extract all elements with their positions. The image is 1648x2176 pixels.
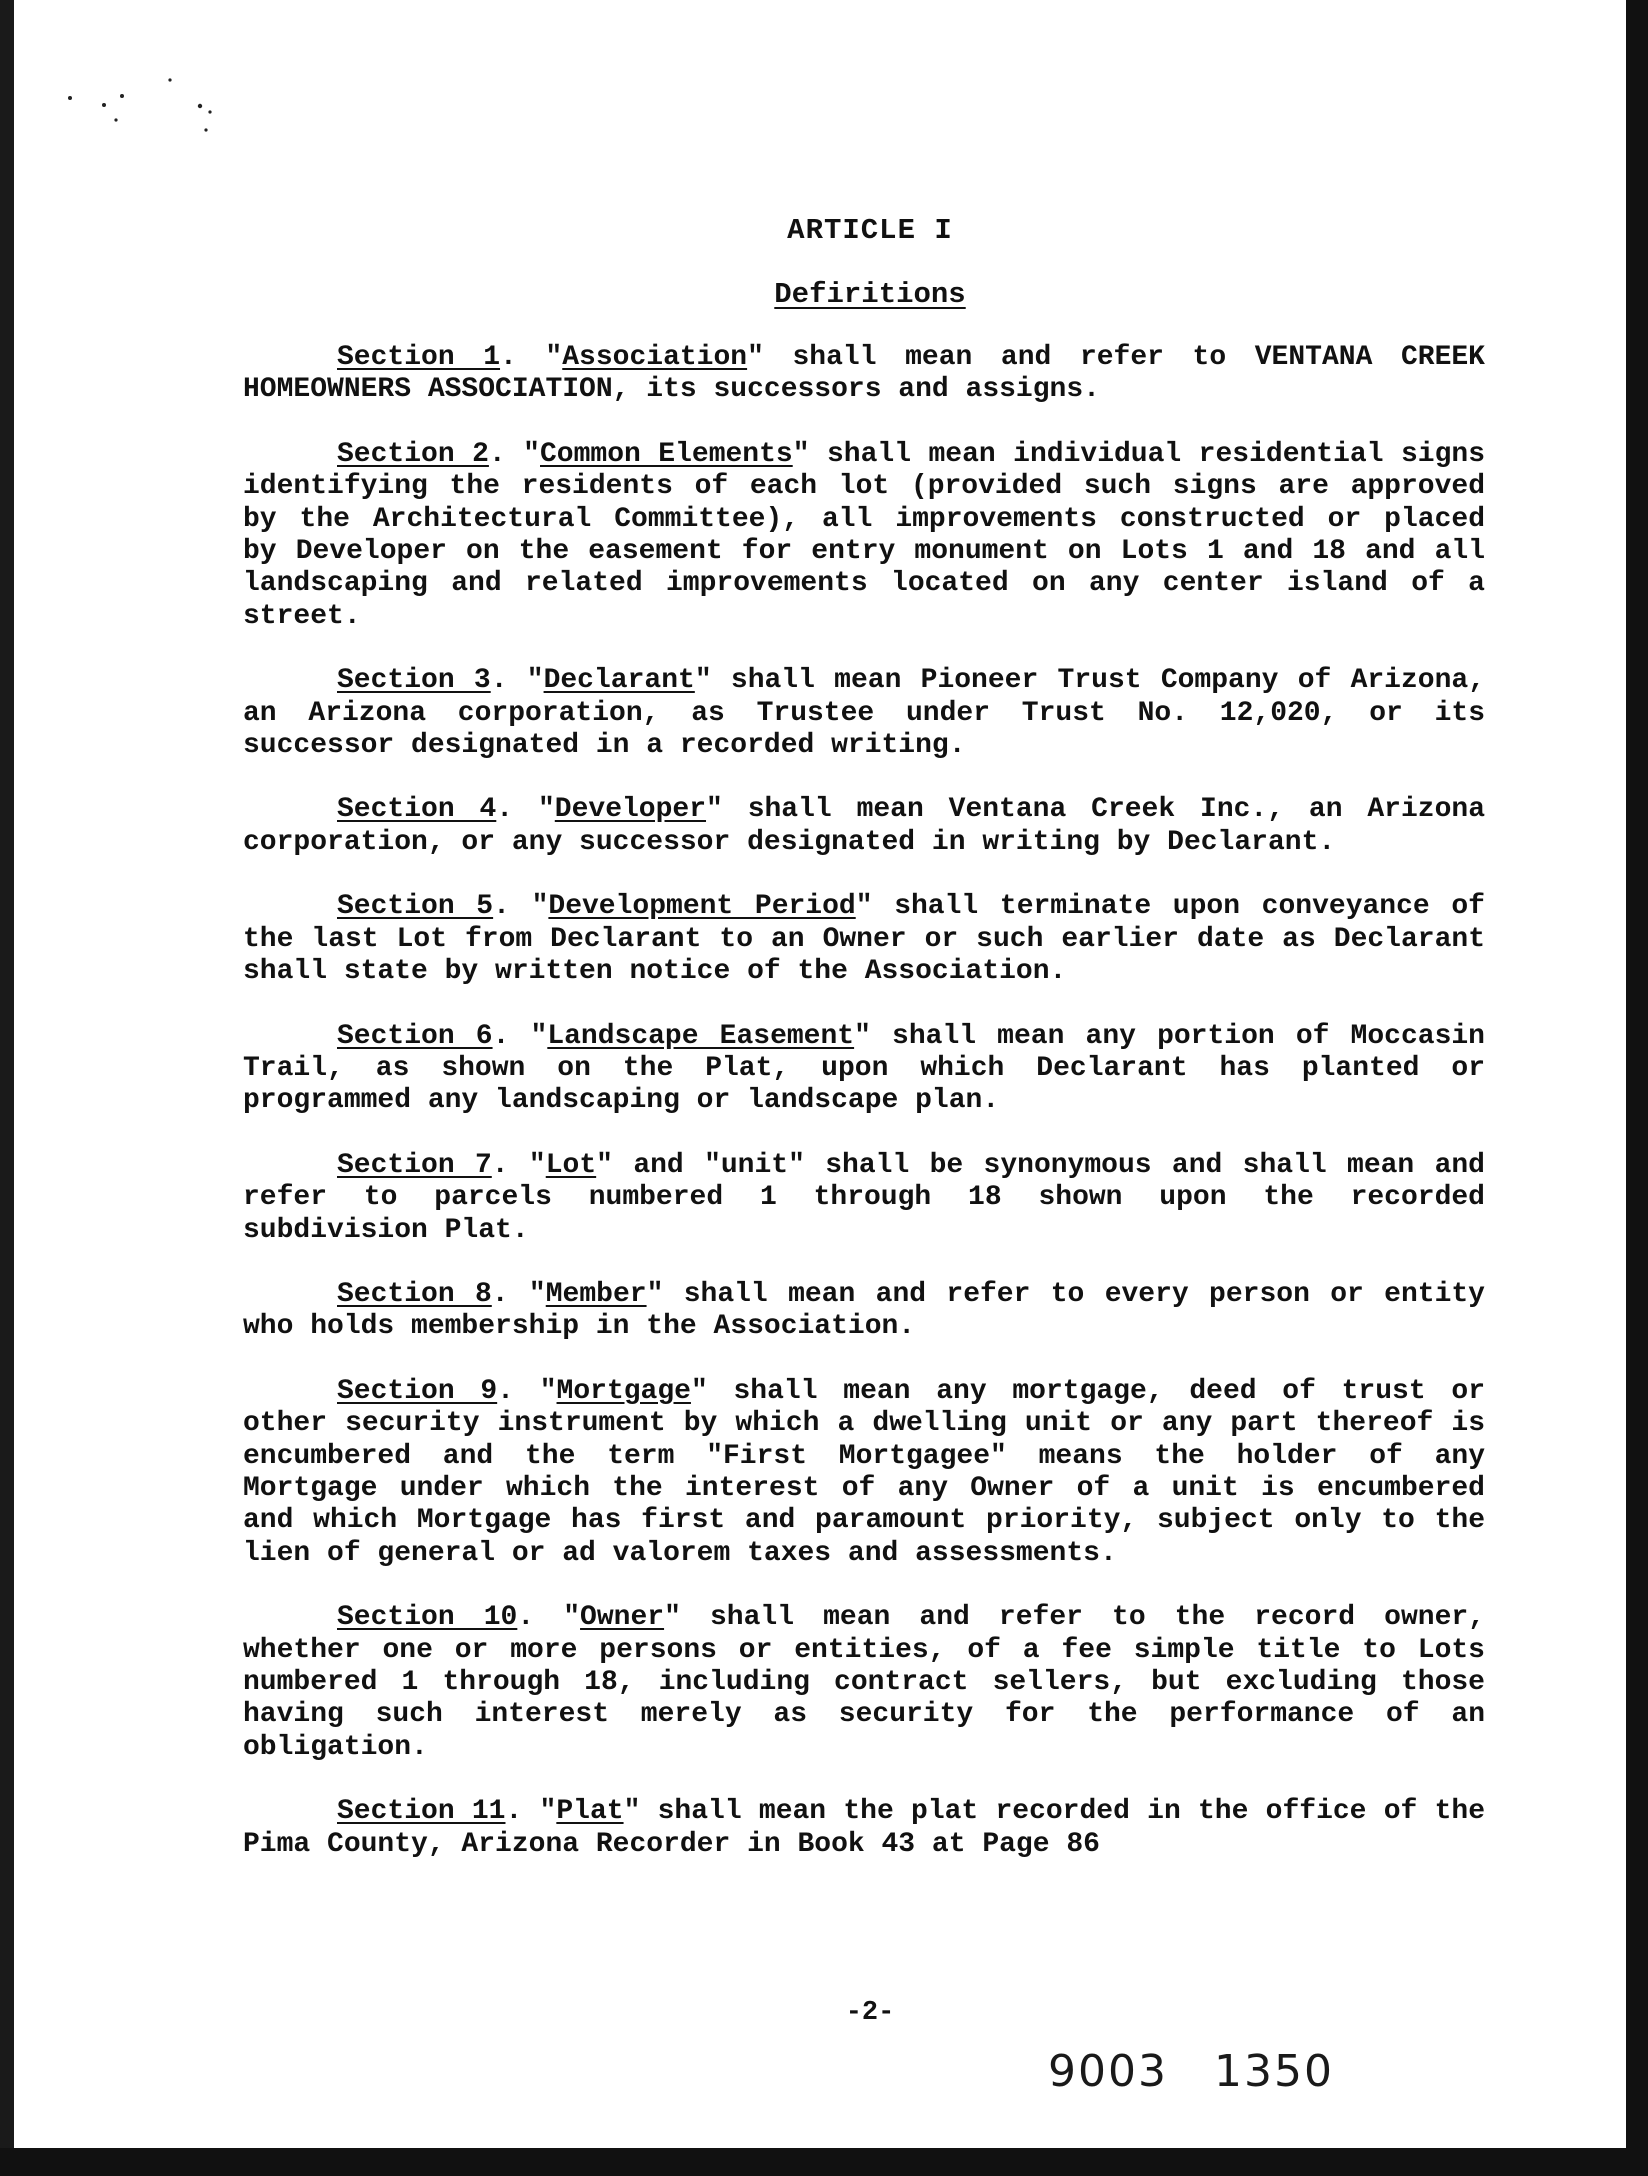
section-label: Section 11 (337, 1796, 506, 1828)
scan-edge-right (1626, 0, 1648, 2176)
section-9: Section 9. "Mortgage" shall mean any mortgage, deed of trust or other security instrument by which a dwelling unit or any part thereof is encumbered and the term "First Mortgagee" means the holder of any Mortgage under which the interest of any Owner of a unit is encumbered and which Mortgage has first and paramount priority, subject only to the lien of general or ad valorem taxes and assessments. (243, 1375, 1485, 1569)
section-text: shall mean and refer to every person or entity who holds membership in the Association. (243, 1278, 1485, 1343)
section-label: Section 2 (337, 438, 489, 470)
defined-term: Plat (556, 1796, 624, 1828)
section-text: and "unit" shall be synonymous and shall mean and refer to parcels numbered 1 through 18 shown upon the recorded subdivision Plat. (243, 1149, 1485, 1246)
defined-term: Association (562, 342, 748, 373)
section-5: Section 5. "Development Period" shall terminate upon conveyance of the last Lot from Declarant to an Owner or such earlier date as Declarant shall state by written notice of the Association. (243, 891, 1485, 988)
section-7: Section 7. "Lot" and "unit" shall be synonymous and shall mean and refer to parcels numbered 1 through 18 shown upon the recorded subdivision Plat. (243, 1149, 1485, 1246)
section-label: Section 5 (337, 891, 494, 923)
defined-term: Development Period (548, 891, 856, 923)
defined-term: Common Elements (540, 438, 793, 470)
defined-term: Mortgage (556, 1375, 691, 1407)
section-label: Section 10 (337, 1602, 518, 1634)
section-text: shall mean any mortgage, deed of trust or other security instrument by which a dwelling unit or any part thereof is encumbered and the term "First Mortgagee" means the holder of any Mortgage under which the interest of any Owner of a unit is encumbered and which Mortgage has first and paramount priority, subject only to the lien of general or ad valorem taxes and assessments. (243, 1375, 1485, 1569)
section-text: shall terminate upon conveyance of the last Lot from Declarant to an Owner or such earlier date as Declarant shall state by written notice of the Association. (243, 891, 1485, 988)
definitions-body (243, 342, 1485, 1893)
section-label: Section 6 (337, 1020, 493, 1052)
section-label: Section 7 (337, 1149, 492, 1181)
section-6: Section 6. "Landscape Easement" shall mean any portion of Moccasin Trail, as shown on the Plat, upon which Declarant has planted or programmed any landscaping or landscape plan. (243, 1020, 1485, 1117)
document-stamp-number: 9003 1350 (1048, 2046, 1334, 2097)
section-label: Section 9 (337, 1375, 498, 1407)
scan-speckle-marks (60, 70, 240, 150)
page-number: -2- (845, 1998, 895, 2028)
scan-edge-bottom (0, 2148, 1648, 2176)
section-4: Section 4. "Developer" shall mean Ventana Creek Inc., an Arizona corporation, or any successor designated in writing by Declarant. (243, 794, 1485, 858)
defined-term: Developer (554, 794, 707, 826)
section-text: shall mean and refer to VENTANA CREEK HOMEOWNERS ASSOCIATION, its successors and assigns. (243, 342, 1485, 406)
section-1: Section 1. "Association" shall mean and refer to VENTANA CREEK HOMEOWNERS ASSOCIATION, its successors and assigns. (243, 342, 1485, 406)
section-label: Section 4 (337, 794, 497, 826)
section-10: Section 10. "Owner" shall mean and refer to the record owner, whether one or more persons or entities, of a fee simple title to Lots numbered 1 through 18, including contract sellers, but excluding those having such interest merely as security for the performance of an obligation. (243, 1602, 1485, 1763)
section-text: shall mean and refer to the record owner, whether one or more persons or entities, of a fee simple title to Lots numbered 1 through 18, including contract sellers, but excluding those having such interest merely as security for the performance of an obligation. (243, 1602, 1485, 1763)
section-text: shall mean Ventana Creek Inc., an Arizona corporation, or any successor designated in writing by Declarant. (243, 794, 1485, 858)
section-8: Section 8. "Member" shall mean and refer to every person or entity who holds membership in the Association. (243, 1278, 1485, 1343)
section-label: Section 8 (337, 1278, 492, 1310)
scan-edge-left (0, 0, 14, 2176)
section-11: Section 11. "Plat" shall mean the plat recorded in the office of the Pima County, Arizona Recorder in Book 43 at Page 86 (243, 1796, 1485, 1860)
section-2: Section 2. "Common Elements" shall mean individual residential signs identifying the residents of each lot (provided such signs are approved by the Architectural Committee), all improvements constructed or placed by Developer on the easement for entry monument on Lots 1 and 18 and all landscaping and related improvements located on any center island of a street. (243, 438, 1485, 632)
defined-term: Member (545, 1278, 647, 1310)
section-label: Section 3 (337, 665, 491, 697)
defined-term: Lot (545, 1149, 597, 1181)
defined-term: Owner (580, 1602, 665, 1634)
section-text: shall mean Pioneer Trust Company of Arizona, an Arizona corporation, as Trustee under Trust No. 12,020, or its successor designated in a recorded writing. (243, 665, 1485, 762)
section-3: Section 3. "Declarant" shall mean Pioneer Trust Company of Arizona, an Arizona corporation, as Trustee under Trust No. 12,020, or its successor designated in a recorded writing. (243, 665, 1485, 762)
section-label: Section 1 (337, 342, 501, 373)
section-text: shall mean the plat recorded in the office of the Pima County, Arizona Recorder in Book 43 at Page 86 (243, 1796, 1485, 1860)
definitions-heading: Defiritions (774, 278, 966, 311)
section-text: shall mean individual residential signs identifying the residents of each lot (provided such signs are approved by the Architectural Committee), all improvements constructed or placed by Developer on the easement for entry monument on Lots 1 and 18 and all landscaping and related improvements located on any center island of a street. (243, 438, 1485, 632)
defined-term: Declarant (543, 665, 695, 697)
defined-term: Landscape Easement (547, 1020, 855, 1052)
section-text: shall mean any portion of Moccasin Trail, as shown on the Plat, upon which Declarant has planted or programmed any landscaping or landscape plan. (243, 1020, 1485, 1117)
article-heading: ARTICLE I (787, 214, 953, 247)
